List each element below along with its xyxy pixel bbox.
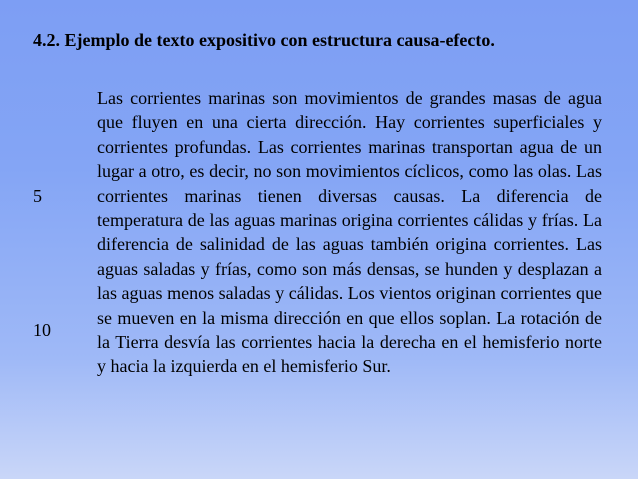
line-number-5: 5 <box>33 186 42 206</box>
expository-paragraph: Las corrientes marinas son movimientos de grandes masas de agua que fluyen en una cierta dirección. Hay corrientes superficiales y corrientes profundas. Las corrientes marinas transportan agua de un lugar a otro, es decir, no son movimientos cíclicos, como las olas. Las corrientes marinas tienen diversas causas. La diferencia de temperatura de las aguas marinas origina corrientes cálidas y frías. La diferencia de salinidad de las aguas también origina corrientes. Las aguas saladas y frías, como son más densas, se hunden y desplazan a las aguas menos saladas y cálidas. Los vientos originan corrientes que se mueven en la misma dirección en que ellos soplan. La rotación de la Tierra desvía las corrientes hacia la derecha en el hemisferio norte y hacia la izquierda en el hemisferio Sur. <box>97 88 602 377</box>
slide-heading: 4.2. Ejemplo de texto expositivo con estructura causa-efecto. <box>33 30 495 50</box>
line-number-10: 10 <box>33 320 51 340</box>
